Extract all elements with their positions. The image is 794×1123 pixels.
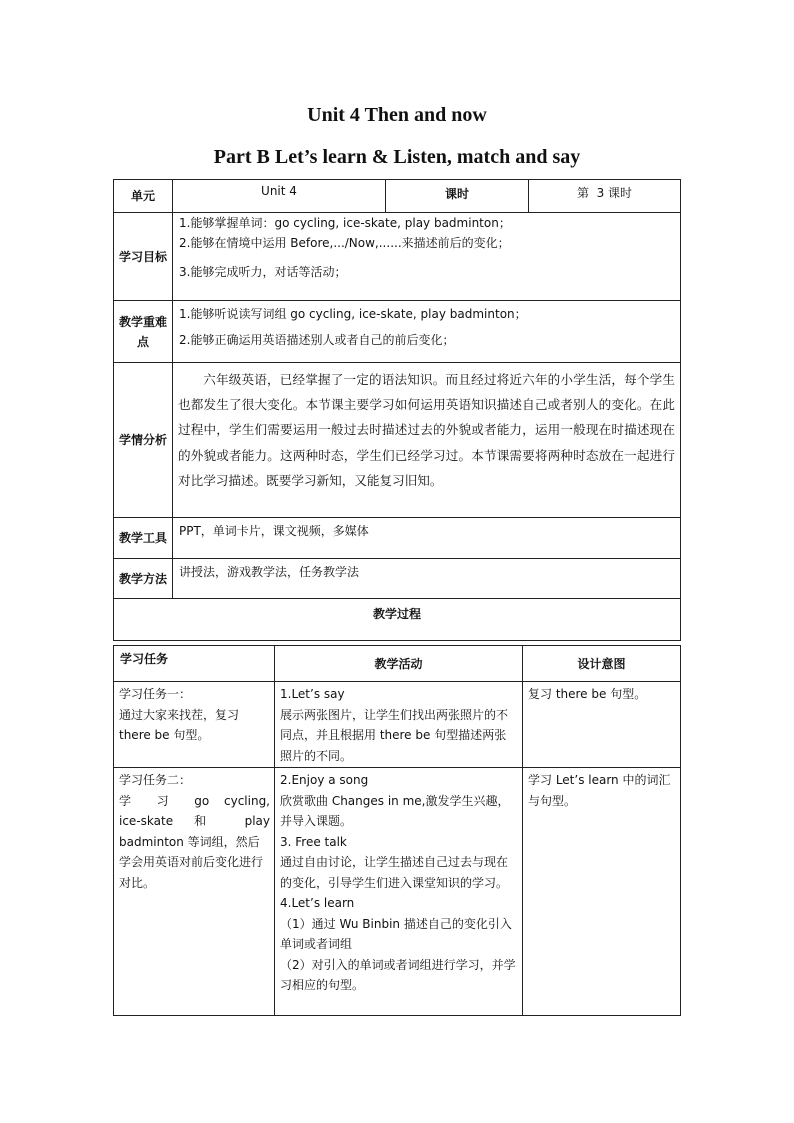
activity-line: （1）通过 Wu Binbin 描述自己的变化引入单词或者词组	[280, 916, 512, 951]
analysis-text: 六年级英语，已经掌握了一定的语法知识。而且经过将近六年的小学生活，每个学生也都发生了很大变化。本节课主要学习如何运用英语知识描述自己或者别人的变化。在此过程中，学生们需要运用一般过去时描述过去的外貌或者能力，运用一般现在时描述现在的外貌或者能力。这两种时态，学生们已经学习过。本节课需要将两种时态放在一起进行对比学习描述。既要学习新知，又能复习旧知。	[178, 372, 675, 488]
activity-line: 欣赏歌曲 Changes in me,激发学生兴趣，并导入课题。	[280, 793, 510, 828]
period-label: 课时	[386, 180, 529, 213]
process-header-row	[114, 646, 681, 682]
tools-row	[114, 518, 681, 559]
goal-item: 3.能够完成听力，对话等活动；	[179, 265, 347, 279]
goals-cell	[173, 213, 681, 301]
key-points-label: 教学重难点	[114, 301, 173, 363]
period-value: 第 3 课时	[529, 180, 681, 213]
task-title: 学习任务一：	[119, 687, 192, 701]
goal-item: 1.能够掌握单词：go cycling, ice-skate, play badminton；	[179, 216, 511, 230]
intent-cell: 学习 Let’s learn 中的词汇与句型。	[523, 768, 681, 1016]
task-title: 学习任务二：	[119, 773, 192, 787]
activity-line: 3. Free talk	[280, 834, 347, 849]
goals-row	[114, 213, 681, 301]
process-row	[114, 682, 681, 768]
document-subtitle: Part B Let’s learn & Listen, match and say	[213, 146, 581, 168]
analysis-row	[114, 363, 681, 518]
key-point-item: 1.能够听说读写词组 go cycling, ice-skate, play badminton；	[179, 307, 527, 321]
activity-line: （2）对引入的单词或者词组进行学习，并学习相应的句型。	[280, 957, 516, 992]
task-body: badminton 等词组，然后学会用英语对前后变化进行对比。	[119, 834, 264, 890]
analysis-label: 学情分析	[114, 363, 173, 518]
key-points-row	[114, 301, 681, 363]
task-line: ice-skate 和 play	[119, 814, 270, 828]
activity-cell	[275, 682, 523, 768]
methods-row	[114, 559, 681, 599]
task-cell	[114, 768, 275, 1016]
col-task-header: 学习任务	[114, 646, 275, 682]
methods-label: 教学方法	[114, 559, 173, 599]
unit-value: Unit 4	[173, 180, 386, 213]
process-heading-row	[114, 599, 681, 641]
lesson-info-table	[113, 179, 681, 641]
unit-row	[114, 180, 681, 213]
goal-item: 2.能够在情境中运用 Before,.../Now,......来描述前后的变化；	[179, 236, 510, 250]
process-row	[114, 768, 681, 1016]
activity-line: 1.Let’s say	[280, 687, 345, 701]
document-title: Unit 4 Then and now	[307, 104, 487, 126]
goals-label: 学习目标	[114, 213, 173, 301]
activity-line: 4.Let’s learn	[280, 896, 355, 910]
activity-line: 展示两张图片，让学生们找出两张照片的不同点，并且根据用 there be 句型描述两张照片的不同。	[280, 707, 509, 763]
intent-cell: 复习 there be 句型。	[523, 682, 681, 768]
task-body: 通过大家来找茬，复习 there be 句型。	[119, 707, 240, 742]
activity-cell	[275, 768, 523, 1016]
methods-value: 讲授法，游戏教学法，任务教学法	[173, 559, 681, 599]
task-line: 学 习 go cycling,	[119, 793, 270, 808]
key-point-item: 2.能够正确运用英语描述别人或者自己的前后变化；	[179, 333, 455, 347]
col-activity-header: 教学活动	[275, 646, 523, 682]
tools-label: 教学工具	[114, 518, 173, 559]
process-heading: 教学过程	[114, 599, 681, 641]
tools-value: PPT，单词卡片，课文视频，多媒体	[173, 518, 681, 559]
process-table	[113, 645, 681, 1016]
unit-label: 单元	[114, 180, 173, 213]
activity-line: 2.Enjoy a song	[280, 773, 369, 787]
activity-line: 通过自由讨论，让学生描述自己过去与现在的变化，引导学生们进入课堂知识的学习。	[280, 855, 509, 890]
key-points-cell	[173, 301, 681, 363]
analysis-cell	[173, 363, 681, 518]
task-cell	[114, 682, 275, 768]
col-intent-header: 设计意图	[523, 646, 681, 682]
